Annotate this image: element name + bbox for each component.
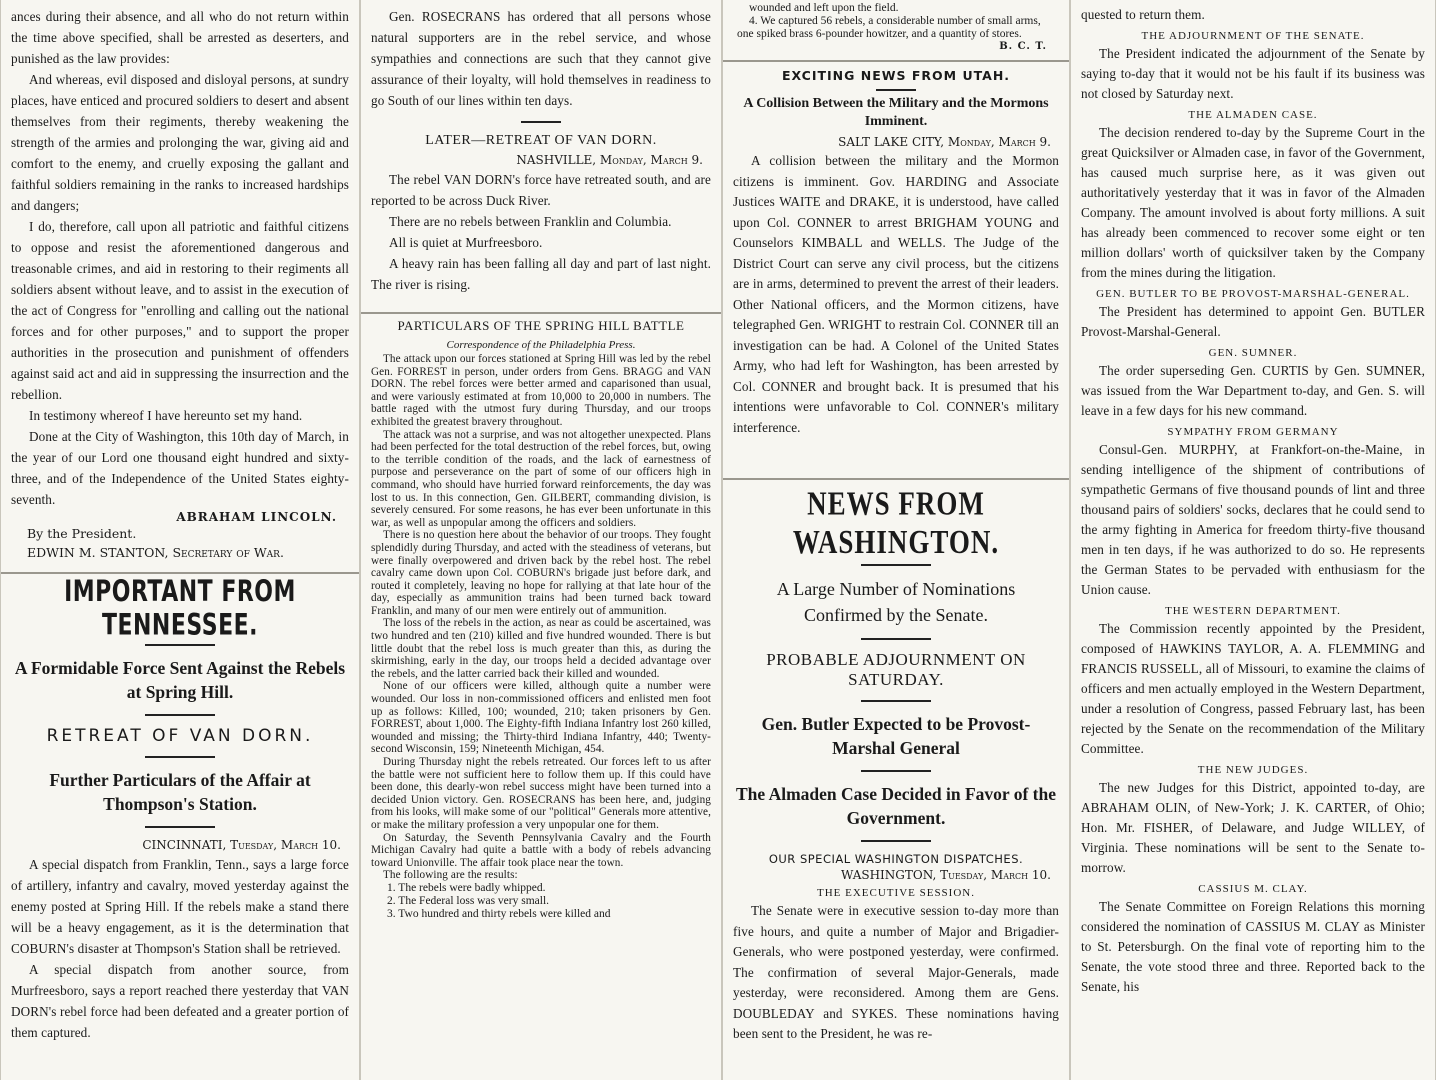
signoff-stanton: EDWIN M. STANTON, Secretary of War. [27,545,284,560]
tennessee-body-2: A special dispatch from another source, from Murfreesboro, says a report reached there yesterday that VAN DORN's rebel force had been defeated and a greater portion of them captured. [11,962,349,1040]
captures-signoff: B. C. T. [999,41,1047,52]
divider [145,826,215,828]
spring-hill-para-8: The following are the results: [383,869,518,882]
spring-hill-para-4: The loss of the rebels in the action, as near as could be ascertained, was two hundred and ten (210) killed and five hundred wounded. There is but little doubt that the rebel loss is much greater than this, as during the skirmishing, early in the day, our troops held a decided advantage over the rebels, and the latter carried back their killed and wounded. [371,617,711,680]
dispatches-clipping [1071,4,1435,997]
proclamation-para-1: ances during their absence, and all who do not return within the time above specified, shall be arrested as deserters, and punished as the law provides: [11,9,349,66]
divider [861,564,931,566]
section-head-butler: GEN. BUTLER TO BE PROVOST-MARSHAL-GENERAL. [1096,288,1410,300]
section-body-sumner: The order superseding Gen. CURTIS by Gen. SUMNER, was issued from the War Department to-day, and Gen. S. will leave in a few days for his new command. [1081,363,1425,418]
spring-hill-para-1: The attack upon our forces stationed at Spring Hill was led by the rebel Gen. FORREST in person, under orders from Gens. BRAGG and VAN DORN. The rebel forces were better armed and caparisoned than usual, and were variously estimated at from 10,000 to 20,000 in numbers. The battle raged with the utmost fury during Thursday, and our troops exhibited the greatest bravery throughout. [371,353,711,428]
section-head-clay: CASSIUS M. CLAY. [1198,883,1308,895]
section-head-germany: SYMPATHY FROM GERMANY [1167,426,1339,438]
dateline-cincinnati: CINCINNATI, Tuesday, March 10. [142,838,341,852]
section-body-germany: Consul-Gen. MURPHY, at Frankfort-on-the-Maine, in sending intelligence of the shipment of contributions of sympathetic Germans of five thousand pounds of lint and three thousand pairs of soldiers' socks, declares that he could send to the army fighting in America for freedom thirty-five thousand men in ten days, if he was authorized to do so. He represents the German States to be pervaded with enthusiasm for the Union cause. [1081,442,1425,597]
captures-item-1: wounded and left upon the field. [749,2,899,14]
later-para-1: The rebel VAN DORN's force have retreated south, and are reported to be across Duck River. [371,172,711,208]
later-para-2: There are no rebels between Franklin and Columbia. [389,214,672,229]
proclamation-para-3: I do, therefore, call upon all patriotic and faithful citizens to oppose and resist the aforementioned dangerous and treasonable crimes, and aid in restoring to their regiments all soldiers absent without leave, and to assist in the execution of the act of Congress for "enrolling and calling out the national forces and for other purposes," and to support the proper authorities in the prosecution and punishment of offenders against said act and aid in suppressing the insurrection and the rebellion. [11,219,349,402]
section-body-butler: The President has determined to appoint Gen. BUTLER Provost-Marshal-General. [1081,304,1425,339]
divider [861,840,931,842]
later-para-4: A heavy rain has been falling all day and part of last night. The river is rising. [371,256,711,292]
headline-tennessee: IMPORTANT FROM TENNESSEE. [64,575,296,643]
utah-body: A collision between the military and the Mormon citizens is imminent. Gov. HARDING and Associate Justices WAITE and DRAKE, it is understood, have called upon Col. CONNER to arrest BRIGHAM YOUNG and Counselors KIMBALL and WELLS. The Judge of the District Court can serve any civil process, but the citizens are in arms, determined to prevent the arrest of their leaders. Other National officers, and the Mormon citizens, have telegraphed Gen. WRIGHT to restrain Col. CONNER till an investigation can be had. A Colonel of the United States Army, who had left for Washington, has been arrested by Col. CONNER and brought back. It is presumed that his intentions were unfavorable to Col. CONNER's military interference. [733,153,1059,435]
later-headline: LATER—RETREAT OF VAN DORN. [425,133,657,148]
executive-session-body: The Senate were in executive session to-day more than five hours, and quite a number of Major and Brigadier-Generals, who were postponed yesterday, were confirmed. The confirmation of several Major-Generals, made yesterday, were reconsidered. Among them are Gens. DOUBLEDAY and SYKES. These nominations having been sent to the President, he was re- [733,903,1059,1041]
utah-deck: A Collision Between the Military and the Mormons Imminent. [743,96,1049,129]
divider [861,700,931,702]
captures-item-2: 4. We captured 56 rebels, a considerable number of small arms, one spiked brass 6-pounder howitzer, and a quantity of stores. [737,15,1041,40]
column-proclamation [0,0,360,1080]
tennessee-clipping [1,572,359,1043]
spring-hill-clipping [361,312,721,921]
dateline-salt-lake: SALT LAKE CITY, Monday, March 9. [838,135,1051,149]
washington-deck-nominations: A Large Number of Nominations Confirmed by the Senate. [776,579,1016,625]
tennessee-body-1: A special dispatch from Franklin, Tenn., says a large force of artillery, infantry and cavalry, moved yesterday against the enemy posted at Spring Hill. If the rebels make a stand there will be a heavy engagement, as it is the determination that COBURN's disaster at Thompson's Station shall be retrieved. [11,857,349,956]
section-body-clay: The Senate Committee on Foreign Relations this morning considered the nomination of CASSIUS M. CLAY as Minister to St. Petersburgh. On the final vote of reporting him to the Senate, the vote stood three and three. Reported back to the Senate, his [1081,899,1425,994]
washington-clipping [723,478,1069,1045]
washington-deck-almaden: The Almaden Case Decided in Favor of the Government. [735,784,1057,828]
section-head-western: THE WESTERN DEPARTMENT. [1165,605,1341,617]
divider [876,89,916,91]
section-head-almaden: THE ALMADEN CASE. [1188,109,1318,121]
utah-clipping [723,60,1069,438]
deck-thompsons-station: Further Particulars of the Affair at Thompson's Station. [49,770,311,814]
spring-hill-headline: PARTICULARS OF THE SPRING HILL BATTLE [397,318,685,333]
section-head-adjournment: THE ADJOURNMENT OF THE SENATE. [1141,30,1365,42]
spring-hill-para-5: None of our officers were killed, although quite a number were wounded. Our loss in non-commissioned officers and enlisted men foot up as follows: Killed, 100; wounded, 210; taken prisoners by Gen. FORREST, about 1,000. The Eighty-fifth Indiana Infantry lost 260 killed, wounded and missing; the Thirty-third Indiana Infantry, 440; Twenty-second Wisconsin, 159; Nineteenth Michigan, 454. [371,680,711,756]
washington-deck-butler: Gen. Butler Expected to be Provost-Marshal General [761,714,1031,758]
special-dispatches-head: OUR SPECIAL WASHINGTON DISPATCHES. [768,852,1024,866]
rosecrans-order: Gen. ROSECRANS has ordered that all persons whose natural supporters are in the rebel service, and whose sympathies and connections are such that they cannot give assurance of their loyalty, will hold themselves in readiness to go South of our lines within ten days. [371,9,711,108]
by-president: By the President. [27,526,137,541]
captures-clipping [723,2,1069,52]
column-spring-hill [360,0,722,1080]
section-body-adjournment: The President indicated the adjournment of the Senate by saying to-day that it would not be his fault if its business was not closed by Saturday next. [1081,46,1425,101]
section-head-sumner: GEN. SUMNER. [1208,347,1298,359]
spring-hill-para-6: During Thursday night the rebels retreated. Our forces left to us after the battle were not sufficient here to follow them up. If this could have been done, this dearly-won rebel success might have been turned into a decided Union victory. Gen. ROSECRANS has been here, and, judging from his looks, will make some of our "political" Generals more attentive, or make the military profession a very unpopular one for them. [371,756,711,831]
proclamation-para-5: Done at the City of Washington, this 10th day of March, in the year of our Lord one thousand eight hundred and sixty-three, and of the Independence of the United States eighty-seventh. [11,429,349,507]
column-dispatches [1070,0,1436,1080]
divider [861,770,931,772]
washington-headline: NEWS FROM WASHINGTON. [792,484,1000,561]
deck-formidable-force: A Formidable Force Sent Against the Rebels at Spring Hill. [14,658,346,702]
dispatch-top-line: quested to return them. [1081,7,1205,22]
divider [861,638,931,640]
rosecrans-clipping [361,6,721,295]
section-body-almaden: The decision rendered to-day by the Supreme Court in the great Quicksilver or Almaden case, in favor of the Government, has caused much surprise here, as it was given out authoritatively yesterday that it was in favor of the Almaden Company. The amount involved is about forty millions. A suit has already been commenced to recover some eight or ten million dollars' worth of quicksilver taken by the Company from the mines during the litigation. [1081,125,1425,280]
dateline-washington: WASHINGTON, Tuesday, March 10. [840,868,1051,882]
spring-hill-para-2: The attack was not a surprise, and was not altogether unexpected. Plans had been perfected for the total destruction of the rebel forces, but, owing to the terrible condition of the roads, and the lack of earnestness of purpose and perseverance on the part of some of our officers high in command, who should have hurried forward reinforcements, the day was lost to us. In this connection, Gen. GILBERT, commanding division, is severely censured. For some reasons, he has ever been unfortunate in this war, as well as unpopular among the officers and soldiers. [371,428,711,529]
divider [145,644,215,646]
result-item-1: 1. The rebels were badly whipped. [387,881,546,894]
column-utah-washington [722,0,1070,1080]
later-para-3: All is quiet at Murfreesboro. [389,235,543,250]
result-item-2: 2. The Federal loss was very small. [387,894,550,907]
utah-headline: EXCITING NEWS FROM UTAH. [781,68,1011,83]
executive-session-head: THE EXECUTIVE SESSION. [817,887,975,899]
result-item-3: 3. Two hundred and thirty rebels were killed and [387,907,611,920]
section-body-western: The Commission recently appointed by the President, composed of HAWKINS TAYLOR, A. A. FLEMMING and FRANCIS RUSSELL, all of Missouri, to examine the claims of officers and men actually employed in the Western Department, under a resolution of Congress, passed February last, has been rejected by the Senate on the recommendation of the Military Committee. [1081,621,1425,756]
proclamation-para-4: In testimony whereof I have hereunto set my hand. [29,408,303,423]
deck-retreat-van-dorn: RETREAT OF VAN DORN. [46,726,314,746]
spring-hill-correspondence: Correspondence of the Philadelphia Press. [446,339,636,351]
divider [145,756,215,758]
divider [521,121,561,123]
proclamation-para-2: And whereas, evil disposed and disloyal persons, at sundry places, have enticed and procured soldiers to desert and absent themselves from their regiments, thereby weakening the strength of the armies and prolonging the war, giving aid and comfort to the enemy, and cruelly exposing the gallant and faithful soldiers remaining in the ranks to increased hardships and dangers; [11,72,349,213]
divider [145,714,215,716]
section-head-judges: THE NEW JUDGES. [1197,764,1309,776]
section-body-judges: The new Judges for this District, appointed to-day, are ABRAHAM OLIN, of New-York; J. K. CARTER, of Ohio; Hon. Mr. FISHER, of Delaware, and Judge WILLEY, of Virginia. These nominations will be sent to the Senate to-morrow. [1081,780,1425,875]
spring-hill-para-3: There is no question here about the behavior of our troops. They fought splendidly during Thursday, and acted with the steadiness of veterans, but were finally overpowered and driven back by the rebel host. The rebel cavalry came down upon Col. COBURN's brigade just before dark, and routed it completely, leaving no hope for rallying at that late hour of the day, especially as ammunition trains had been turned back toward Franklin, and many of our men were entirely out of ammunition. [371,529,711,617]
proclamation-clipping [1,6,359,562]
spring-hill-para-7: On Saturday, the Seventh Pennsylvania Cavalry and the Fourth Michigan Cavalry had quite a battle with a body of rebels advancing toward Unionville. The affair took place near the town. [371,831,711,869]
washington-deck-adjournment: PROBABLE ADJOURNMENT ON SATURDAY. [766,650,1026,689]
dateline-nashville: NASHVILLE, Monday, March 9. [516,153,703,167]
signature-lincoln: ABRAHAM LINCOLN. [176,510,337,524]
